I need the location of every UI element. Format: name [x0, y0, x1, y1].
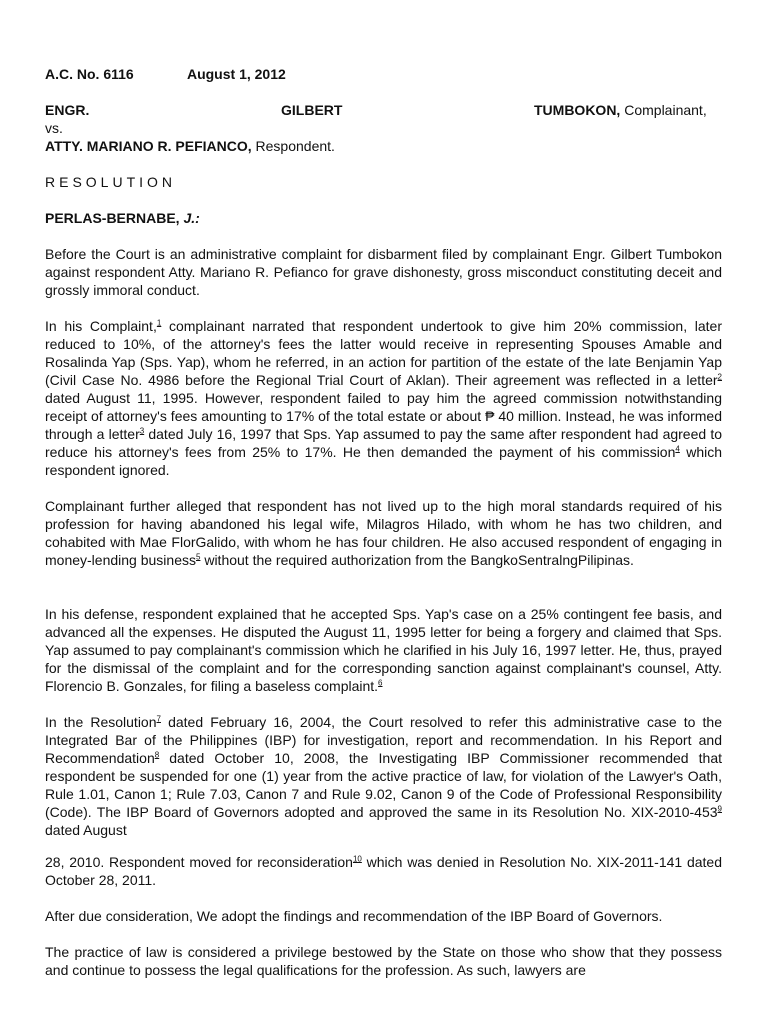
footnote-ref-3[interactable]: 3 [139, 426, 145, 436]
complainant-role: Complainant, [620, 102, 707, 118]
paragraph-8: The practice of law is considered a privilege bestowed by the State on those who show that they possess and continue to possess the legal qualifications for the profession. As such, lawyers are [45, 944, 722, 978]
case-header [45, 65, 286, 83]
paragraph-4: In his defense, respondent explained that he accepted Sps. Yap's case on a 25% contingent fee basis, and advanced all the expenses. He disputed the August 11, 1995 letter for being a forgery and claimed that Sps. Yap assumed to pay complainant's commission which he clarified in his July 16, 1997 letter. He, thus, prayed for the dismissal of the complaint and for the corresponding sanction against complainant's counsel, Atty. Florencio B. Gonzales, for filing a baseless complaint.$^6$ [45, 606, 722, 694]
respondent-role: Respondent. [251, 138, 335, 154]
paragraph-5: In the Resolution$^7$ dated February 16, 2004, the Court resolved to refer this administrative case to the Integrated Bar of the Philippines (IBP) for investigation, report and recommendation. In his Report and Recommendation$^8$ dated October 10, 2008, the Investigating IBP Commissioner recommended that respondent be suspended for one (1) year from the active practice of law, for violation of the Lawyer's Oath, Rule 1.01, Canon 1; Rule 7.03, Canon 7 and Rule 9.02, Canon 9 of the Code of Professional Responsibility (Code). The IBP Board of Governors adopted and approved the same in its Resolution No. XIX-$2010-453^9$ dated August [45, 714, 722, 838]
paragraph-7: After due consideration, We adopt the findings and recommendation of the IBP Board of Governors. [45, 908, 663, 924]
versus: vs. [45, 120, 63, 136]
paragraph-6: 28, 2010. Respondent moved for reconsideration$^{10}$ which was denied in Resolution No. XIX-2011-141 dated October 28, 2011. [45, 854, 722, 888]
respondent-line [45, 137, 335, 155]
paragraph-3: Complainant further alleged that respondent has not lived up to the high moral standards required of his profession for having abandoned his legal wife, Milagros Hilado, with whom he has two children, and cohabited with Mae FlorGalido, with whom he has four children. He also accused respondent of engaging in money-lending business$^5$ without the required authorization from the BangkoSentralngPilipinas. [45, 498, 722, 568]
complainant-word-1: ENGR. [45, 102, 90, 118]
footnote-ref-6[interactable]: 6 [378, 678, 383, 688]
case-date: August 1, 2012 [186, 66, 286, 82]
footnote-ref-7[interactable]: 7 [156, 714, 161, 724]
ponente-title: J.: [179, 210, 200, 226]
paragraph-1: Before the Court is an administrative complaint for disbarment filed by complainant Engr. Gilbert Tumbokon against respondent Atty. Mariano R. Pefianco for grave dishonesty, gross misconduct constituting deceit and grossly immoral conduct. [45, 246, 722, 298]
footnote-ref-9[interactable]: 9 [717, 804, 722, 814]
paragraph-2: In his Complaint,$^1$ complainant narrated that respondent undertook to give him 20% commission, later reduced to 10%, of the attorney's fees the latter would receive in representing Spouses Amable and Rosalinda Yap (Sps. Yap), whom he referred, in an action for partition of the estate of the late Benjamin Yap (Civil Case No. 4986 before the Regional Trial Court of Aklan). Their agreement was reflected in a letter$^2$ dated August 11, 1995. However, respondent failed to pay him the agreed commission notwithstanding receipt of attorney's fees amounting to 17% of the total estate or about ₱ 40 million. Instead, he was informed through a letter$^3$ dated July 16, 1997 that Sps. Yap assumed to pay the same after respondent had agreed to reduce his attorney's fees from 25% to 17%. He then demanded the payment of his commission$^4$ which respondent ignored. [45, 318, 723, 478]
case-number: A.C. No. 6116 [45, 66, 134, 82]
resolution-heading: RESOLUTION [45, 174, 177, 190]
footnote-ref-1[interactable]: 1 [156, 318, 162, 328]
footnote-ref-4[interactable]: 4 [675, 444, 680, 454]
footnote-ref-5[interactable]: 5 [195, 552, 201, 562]
complainant-word-3: TUMBOKON, Complainant, [534, 102, 707, 118]
respondent-name: ATTY. MARIANO R. PEFIANCO, [45, 138, 252, 154]
footnote-ref-2[interactable]: 2 [717, 372, 722, 382]
footnote-ref-8[interactable]: 8 [154, 750, 160, 760]
ponente-name: PERLAS-BERNABE, [45, 210, 180, 226]
ponente [45, 209, 200, 227]
complainant-word-2: GILBERT [281, 102, 343, 118]
footnote-ref-10[interactable]: 10 [352, 854, 362, 864]
